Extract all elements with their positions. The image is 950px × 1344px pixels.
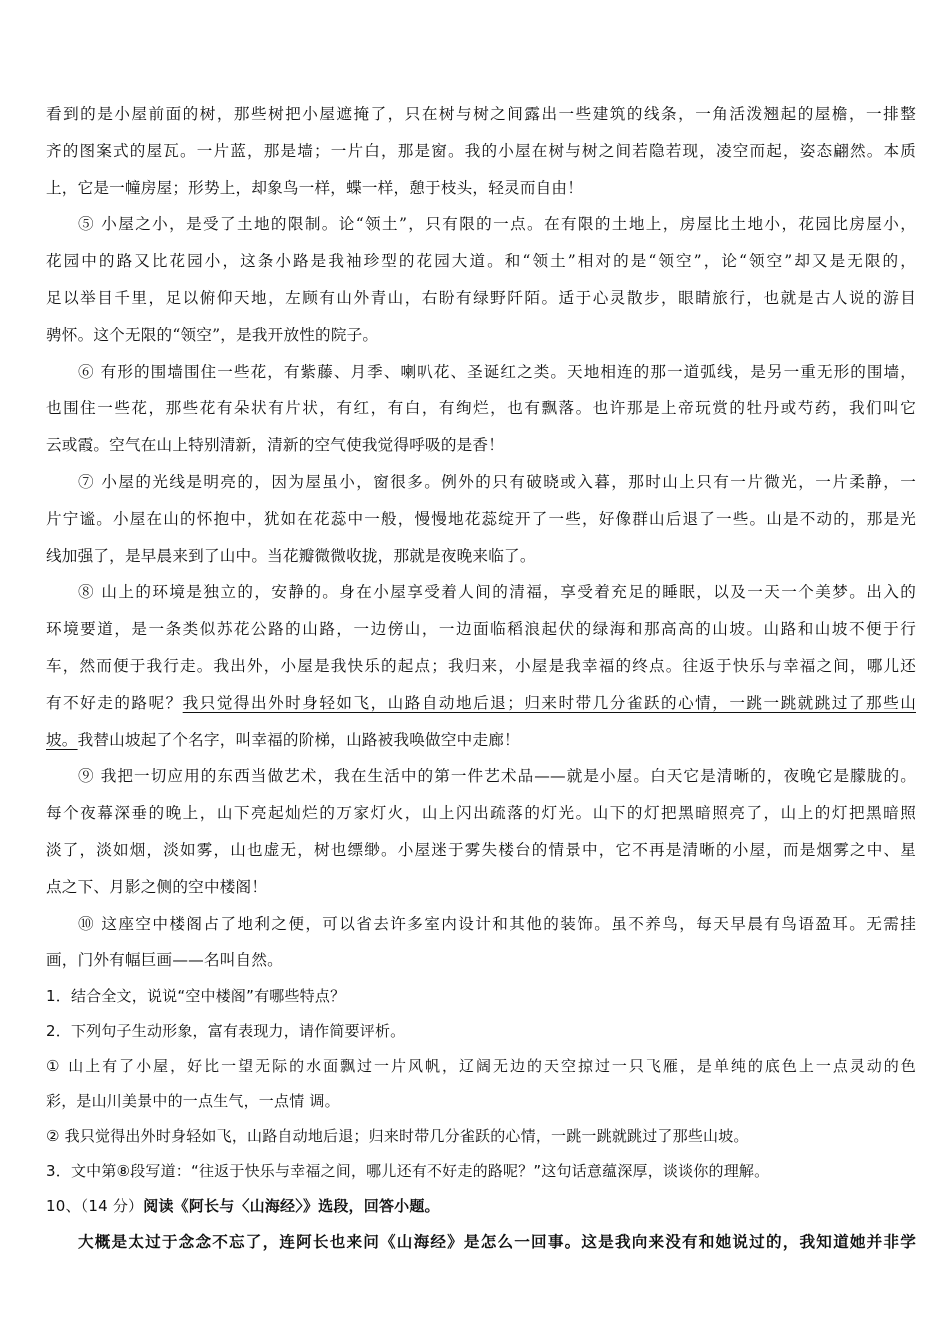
paragraph-line: 淡了，淡如烟，淡如雾，山也虚无，树也缥缈。小屋迷于雾失楼台的情景中，它不再是清晰的小屋，而是烟雾之中、星 bbox=[46, 840, 916, 859]
question-1: 1．结合全文，说说“空中楼阁”有哪些特点？ bbox=[46, 987, 346, 1006]
paragraph-line: 每个夜幕深垂的晚上，山下亮起灿烂的万家灯火，山上闪出疏落的灯光。山下的灯把黑暗照亮了，山上的灯把黑暗照 bbox=[46, 804, 916, 823]
document-page bbox=[46, 96, 916, 1261]
paragraph-9 bbox=[46, 758, 916, 905]
paragraph-10 bbox=[46, 906, 916, 980]
question-2-item-2: ② 我只觉得出外时身轻如飞，山路自动地后退；归来时带几分雀跃的心情，一跳一跳就跳过了那些山坡。 bbox=[46, 1127, 749, 1146]
paragraph-5 bbox=[46, 206, 916, 353]
paragraph-line: 点之下、月影之侧的空中楼阁！ bbox=[46, 877, 268, 896]
paragraph-line: ⑦ 小屋的光线是明亮的，因为屋虽小，窗很多。例外的只有破晓或入暮，那时山上只有一片微光，一片柔静，一 bbox=[78, 472, 916, 491]
section-10-heading bbox=[46, 1189, 916, 1224]
question-2-item-1: ① 山上有了小屋，好比一望无际的水面飘过一片风帆，辽阔无边的天空掠过一只飞雁，是单纯的底色上一点灵动的色 bbox=[46, 1057, 916, 1076]
paragraph-line bbox=[46, 722, 916, 759]
paragraph-line: 车，然而便于我行走。我出外，小屋是我快乐的起点；我归来，小屋是我幸福的终点。往返于快乐与幸福之间，哪儿还 bbox=[46, 656, 916, 675]
paragraph-4 bbox=[46, 96, 916, 206]
paragraph-line: 花园中的路又比花园小，这条小路是我袖珍型的花园大道。和“领土”相对的是“领空”，论“领空”却又是无限的， bbox=[46, 252, 916, 271]
question-2-item-1-cont: 彩，是山川美景中的一点生气，一点情 调。 bbox=[46, 1092, 340, 1111]
paragraph-line: 片宁谧。小屋在山的怀抱中，犹如在花蕊中一般，慢慢地花蕊绽开了一些，好像群山后退了一些。山是不动的，那是光 bbox=[46, 509, 916, 528]
paragraph-7 bbox=[46, 464, 916, 574]
section-title: 阅读《阿长与〈山海经〉》选段，回答小题。 bbox=[143, 1197, 440, 1216]
excerpt-line: 大概是太过于念念不忘了，连阿长也来问《山海经》是怎么一回事。这是我向来没有和她说过的，我知道她并非学 bbox=[78, 1232, 916, 1252]
paragraph-line: 齐的图案式的屋瓦。一片蓝，那是墙；一片白，那是窗。我的小屋在树与树之间若隐若现，凌空而起，姿态翩然。本质 bbox=[46, 141, 916, 160]
paragraph-line: ⑧ 山上的环境是独立的，安静的。身在小屋享受着人间的清福，享受着充足的睡眠，以及一天一个美梦。出入的 bbox=[78, 583, 916, 602]
underlined-sentence: 我只觉得出外时身轻如飞，山路自动地后退；归来时带几分雀跃的心情，一跳一跳就跳过了那些山 bbox=[182, 693, 916, 712]
question-3: 3．文中第⑧段写道：“往返于快乐与幸福之间，哪儿还有不好走的路呢？”这句话意蕴深厚，谈谈你的理解。 bbox=[46, 1162, 770, 1181]
paragraph-line bbox=[46, 685, 916, 722]
section-number: 10、（14 分） bbox=[46, 1197, 144, 1216]
paragraph-line: ⑥ 有形的围墙围住一些花，有紫藤、月季、喇叭花、圣诞红之类。天地相连的那一道弧线，是另一重无形的围墙， bbox=[78, 362, 916, 381]
paragraph-line: ⑤ 小屋之小，是受了土地的限制。论“领土”，只有限的一点。在有限的土地上，房屋比土地小，花园比房屋小， bbox=[78, 215, 916, 234]
paragraph-line: ⑩ 这座空中楼阁占了地利之便，可以省去许多室内设计和其他的装饰。虽不养鸟，每天早晨有鸟语盈耳。无需挂 bbox=[78, 914, 916, 933]
plain-text: 我替山坡起了个名字，叫幸福的阶梯，山路被我唤做空中走廊！ bbox=[77, 730, 520, 749]
paragraph-8 bbox=[46, 574, 916, 758]
paragraph-line: 看到的是小屋前面的树，那些树把小屋遮掩了，只在树与树之间露出一些建筑的线条，一角活泼翘起的屋檐，一排整 bbox=[46, 105, 916, 123]
paragraph-6 bbox=[46, 354, 916, 464]
question-2: 2．下列句子生动形象，富有表现力，请作简要评析。 bbox=[46, 1022, 406, 1041]
paragraph-line: 线加强了，是早晨来到了山中。当花瓣微微收拢，那就是夜晚来临了。 bbox=[46, 546, 536, 565]
paragraph-line: 上，它是一幢房屋；形势上，却象鸟一样，蝶一样，憩于枝头，轻灵而自由！ bbox=[46, 178, 583, 197]
paragraph-line: 环境要道，是一条类似苏花公路的山路，一边傍山，一边面临稻浪起伏的绿海和那高高的山坡。山路和山坡不便于行 bbox=[46, 620, 916, 639]
underlined-sentence-end: 坡。 bbox=[46, 730, 78, 749]
plain-text: 有不好走的路呢？ bbox=[46, 693, 183, 712]
paragraph-line: 骋怀。这个无限的“领空”，是我开放性的院子。 bbox=[46, 325, 379, 344]
paragraph-line: 也围住一些花，那些花有朵状有片状，有红，有白，有绚烂，也有飘落。也许那是上帝玩赏的牡丹或芍药，我们叫它 bbox=[46, 399, 916, 418]
paragraph-line: ⑨ 我把一切应用的东西当做艺术，我在生活中的第一件艺术品——就是小屋。白天它是清晰的，夜晚它是朦胧的。 bbox=[78, 767, 916, 786]
paragraph-line: 画，门外有幅巨画——名叫自然。 bbox=[46, 951, 283, 970]
question-list bbox=[46, 979, 916, 1189]
paragraph-line: 云或霞。空气在山上特别清新，清新的空气使我觉得呼吸的是香！ bbox=[46, 436, 505, 455]
paragraph-line: 足以举目千里，足以俯仰天地，左顾有山外青山，右盼有绿野阡陌。适于心灵散步，眼睛旅行，也就是古人说的游目 bbox=[46, 288, 916, 307]
